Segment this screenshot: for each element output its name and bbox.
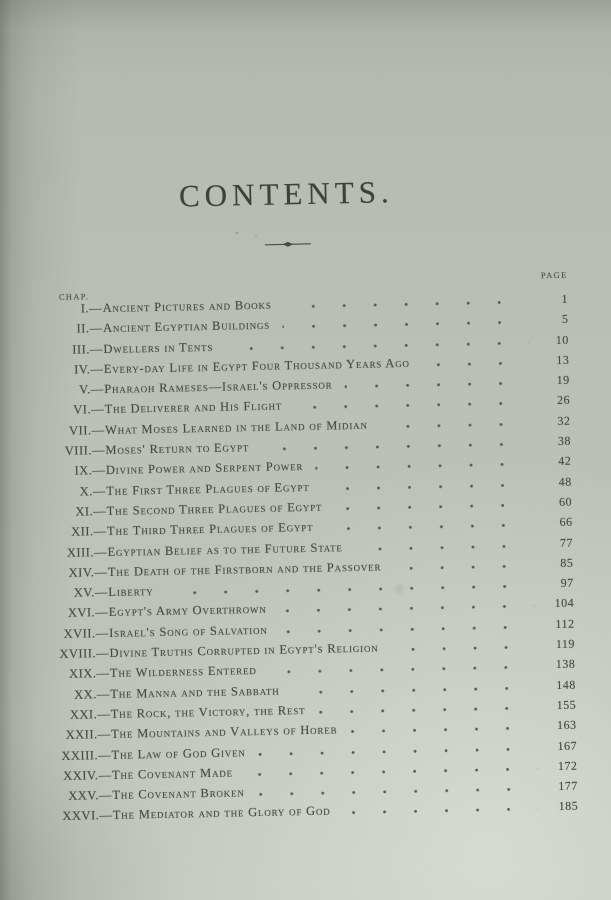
chapter-page-number: 48 — [558, 474, 572, 489]
dot-leader — [269, 666, 536, 674]
dot-leader — [261, 443, 531, 451]
chapter-page-number: 77 — [559, 535, 574, 550]
em-dash: — — [93, 524, 107, 539]
dot-leader — [322, 483, 532, 490]
dot-leader — [284, 301, 529, 309]
chapter-numeral: IV. — [73, 362, 91, 377]
em-dash: — — [97, 727, 111, 742]
chapter-title: Pharaoh Rameses—Israel's Oppressor — [104, 377, 333, 397]
chapter-title: Ancient Pictures and Books — [102, 297, 272, 316]
chapter-numeral: XX. — [74, 686, 97, 702]
dot-leader — [292, 686, 536, 694]
chapter-page-number: 97 — [560, 575, 574, 591]
chapter-numeral: II. — [76, 321, 90, 336]
em-dash: — — [92, 483, 106, 498]
chapter-numeral: XVII. — [63, 626, 96, 641]
dot-leader — [393, 564, 533, 570]
chapter-page-number: 177 — [558, 778, 578, 794]
dot-leader — [349, 727, 536, 734]
em-dash: — — [98, 767, 112, 783]
chapter-page-number: 38 — [557, 433, 572, 449]
chapter-numeral: XXIV. — [63, 768, 99, 783]
chapter-page-number: 42 — [558, 454, 572, 469]
em-dash: — — [91, 443, 105, 458]
dot-leader — [166, 585, 534, 595]
chapter-page-number: 13 — [556, 352, 570, 367]
chapter-title: Liberty — [108, 584, 154, 600]
page-column-header: PAGE — [540, 269, 568, 281]
chapter-title: The Manna and the Sabbath — [110, 683, 280, 701]
chap-column-header: CHAP. — [58, 291, 90, 302]
chapter-title: Divine Power and Serpent Power — [105, 459, 304, 478]
chapter-title: Divine Truths Corrupted in Egypt's Religion — [109, 640, 379, 661]
dot-leader — [343, 808, 539, 815]
em-dash: — — [96, 666, 110, 681]
dot-leader — [257, 788, 538, 797]
chapter-page-number: 148 — [556, 677, 576, 692]
chapter-numeral: XXI. — [69, 707, 98, 722]
dot-leader — [422, 361, 530, 366]
dot-leader — [225, 341, 529, 350]
em-dash: — — [94, 585, 108, 600]
chapter-numeral: XVI. — [67, 605, 96, 621]
chapter-numeral: XIII. — [66, 544, 95, 560]
dot-leader — [294, 402, 530, 410]
chapter-page-number: 138 — [555, 656, 576, 672]
em-dash: — — [97, 706, 110, 722]
chapter-numeral: XXVI. — [62, 808, 100, 824]
em-dash: — — [92, 463, 106, 478]
chapter-title: The Covenant Made — [111, 765, 234, 782]
chapter-title: The Wilderness Entered — [109, 663, 257, 681]
chapter-numeral: XIV. — [68, 565, 95, 580]
em-dash: — — [95, 646, 109, 661]
chapter-numeral: XII. — [70, 524, 94, 539]
em-dash: — — [89, 341, 103, 356]
chapter-page-number: 167 — [557, 738, 578, 753]
table-of-contents — [46, 265, 578, 827]
em-dash: — — [97, 747, 111, 762]
chapter-title: The Mountains and Valleys of Horeb — [111, 722, 338, 742]
chapter-title: The Deliverer and His Flight — [104, 398, 283, 417]
chapter-title: Moses' Return to Egypt — [105, 440, 250, 458]
chapter-title: Egyptian Belief as to the Future State — [107, 539, 343, 559]
dot-leader — [325, 524, 532, 531]
chapter-page-number: 185 — [558, 799, 579, 814]
em-dash: — — [99, 808, 112, 823]
dot-leader — [245, 767, 538, 776]
dot-leader — [334, 503, 532, 510]
chapter-title: The Covenant Broken — [112, 785, 245, 803]
chapter-numeral: XXII. — [65, 727, 98, 743]
divider-ornament — [0, 233, 607, 255]
em-dash: — — [91, 422, 105, 438]
chapter-numeral: I. — [80, 301, 90, 316]
chapter-numeral: VIII. — [64, 443, 93, 458]
chapter-title: The Second Three Plagues of Egypt — [106, 499, 323, 518]
em-dash: — — [95, 605, 108, 620]
dot-leader — [317, 706, 536, 713]
em-dash: — — [88, 301, 102, 316]
dot-leader — [279, 605, 535, 613]
chapter-numeral: VII. — [68, 423, 92, 438]
chapter-page-number: 112 — [555, 616, 575, 631]
em-dash: — — [90, 382, 104, 397]
chapter-page-number: 10 — [555, 332, 569, 347]
em-dash: — — [94, 564, 108, 580]
chapter-title: The Third Three Plagues of Egypt — [106, 520, 314, 539]
chapter-page-number: 66 — [559, 514, 573, 530]
chapter-page-number: 32 — [557, 413, 571, 428]
chapter-numeral: X. — [79, 483, 93, 499]
chapter-page-number: 5 — [561, 311, 569, 327]
chapter-title: Egypt's Army Overthrown — [108, 602, 267, 620]
chapter-title: The Law of God Given — [111, 744, 246, 762]
em-dash: — — [93, 544, 107, 559]
chapter-page-number: 85 — [560, 555, 574, 570]
chapter-numeral: XV. — [73, 585, 95, 600]
chapter-title: The Death of the Firstborn and the Passover — [107, 559, 382, 579]
em-dash: — — [90, 361, 103, 377]
chapter-title: The First Three Plagues of Egypt — [106, 479, 310, 498]
em-dash: — — [89, 321, 103, 336]
page-title: CONTENTS. — [178, 174, 394, 214]
chapter-page-number: 119 — [555, 636, 576, 652]
chapter-page-number: 60 — [558, 494, 573, 509]
em-dash: — — [91, 402, 104, 417]
chapter-title: Every-day Life in Egypt Four Thousand Years Ago — [103, 355, 410, 376]
chapter-numeral: III. — [72, 341, 91, 357]
chapter-numeral: XVIII. — [59, 646, 97, 662]
chapter-page-number: 163 — [556, 717, 577, 733]
chapter-numeral: V. — [79, 382, 91, 397]
rule-with-diamond-icon — [264, 239, 310, 250]
dot-leader — [391, 645, 535, 651]
dot-leader — [280, 625, 535, 633]
chapter-numeral: XXV. — [68, 788, 100, 803]
chapter-numeral: VI. — [73, 402, 92, 418]
dot-leader — [315, 463, 531, 470]
chapter-title: Israel's Song of Salvation — [108, 622, 268, 640]
toc-rows — [46, 265, 578, 827]
em-dash: — — [98, 788, 112, 803]
chapter-numeral: XI. — [75, 504, 94, 519]
dot-leader — [355, 544, 533, 551]
chapter-page-number: 172 — [557, 758, 578, 773]
em-dash: — — [93, 503, 106, 519]
chapter-page-number: 104 — [554, 596, 575, 611]
em-dash: — — [95, 625, 109, 640]
chapter-numeral: IX. — [74, 463, 93, 479]
chapter-title: The Rock, the Victory, the Rest — [110, 702, 306, 721]
chapter-page-number: 155 — [556, 697, 577, 712]
chapter-numeral: XXIII. — [61, 747, 99, 763]
chapter-numeral: XIX. — [68, 666, 97, 682]
chapter-title: What Moses Learned in the Land of Midian — [104, 417, 368, 437]
dot-leader — [344, 382, 529, 389]
chapter-page-number: 1 — [561, 291, 569, 306]
chapter-page-number: 26 — [556, 393, 571, 408]
dot-leader — [282, 321, 528, 329]
chapter-title: Ancient Egyptian Buildings — [102, 317, 271, 336]
chapter-title: Dwellers in Tents — [103, 339, 214, 356]
chapter-title: The Mediator and the Glory of God — [112, 803, 331, 823]
dot-leader — [380, 422, 531, 428]
chapter-page-number: 19 — [556, 372, 570, 388]
dot-leader — [258, 747, 537, 756]
em-dash: — — [96, 686, 110, 701]
